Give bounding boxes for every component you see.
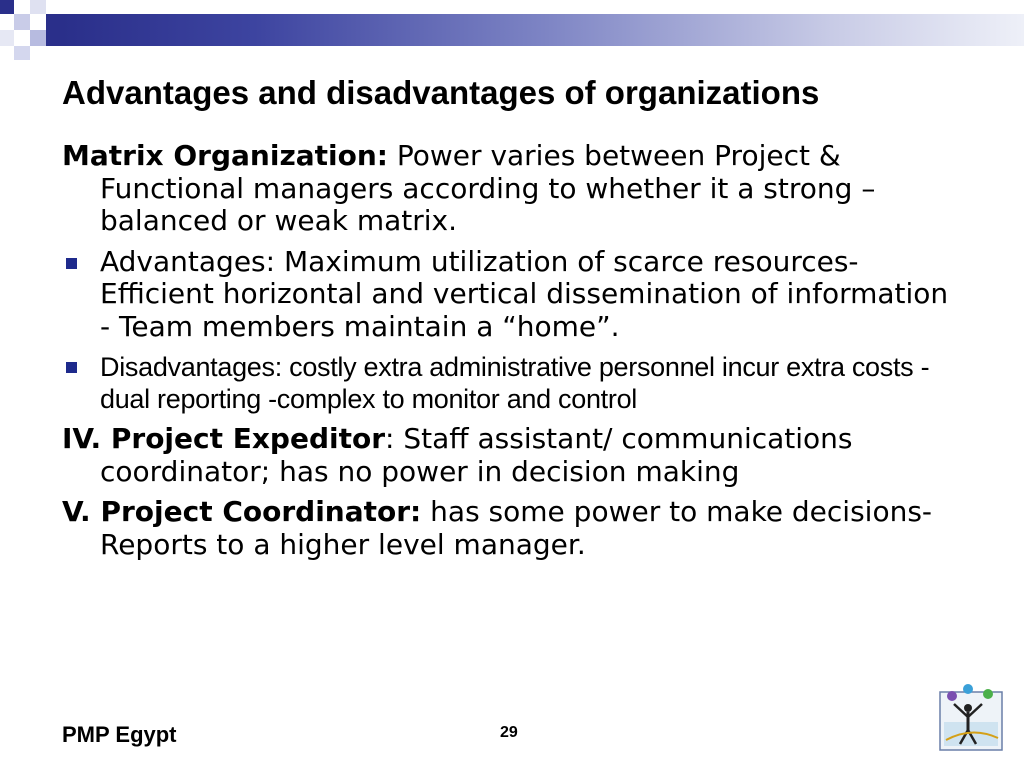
project-expeditor-label: IV. Project Expeditor xyxy=(62,422,386,455)
deco-square xyxy=(0,0,14,14)
deco-square xyxy=(0,30,14,46)
advantages-text: Advantages: Maximum utilization of scarce resources- Efficient horizontal and vertical dissemination of information - Team members maintain a “home”. xyxy=(100,244,949,343)
deco-square xyxy=(14,14,30,30)
deco-square xyxy=(30,0,46,14)
footer-brand: PMP Egypt xyxy=(62,722,177,747)
matrix-organization-paragraph xyxy=(62,140,962,238)
project-coordinator-paragraph xyxy=(62,496,962,561)
deco-square xyxy=(14,46,30,60)
advantages-bullet xyxy=(62,246,962,344)
deco-square xyxy=(46,14,62,46)
project-expeditor-text: : Staff assistant/ communications coordinator; has no power in decision making xyxy=(100,422,853,488)
juggler-logo-icon xyxy=(938,682,1006,754)
matrix-organization-label: Matrix Organization: xyxy=(62,139,388,172)
disadvantages-text: Disadvantages: costly extra administrative personnel incur extra costs - dual reporting -complex to monitor and control xyxy=(100,352,930,414)
square-bullet-icon xyxy=(66,258,77,269)
header-gradient-bar xyxy=(62,14,1024,46)
project-expeditor-paragraph xyxy=(62,423,962,488)
slide-title: Advantages and disadvantages of organizations xyxy=(62,74,820,111)
project-coordinator-text: has some power to make decisions- Reports to a higher level manager. xyxy=(100,495,933,561)
disadvantages-bullet xyxy=(62,351,962,415)
slide-content xyxy=(62,140,962,569)
project-coordinator-label: V. Project Coordinator: xyxy=(62,495,422,528)
deco-square xyxy=(30,30,46,46)
square-bullet-icon xyxy=(66,362,77,373)
matrix-organization-text: Power varies between Project & Functional managers according to whether it a strong – balanced or weak matrix. xyxy=(100,139,876,237)
page-number: 29 xyxy=(500,724,518,741)
